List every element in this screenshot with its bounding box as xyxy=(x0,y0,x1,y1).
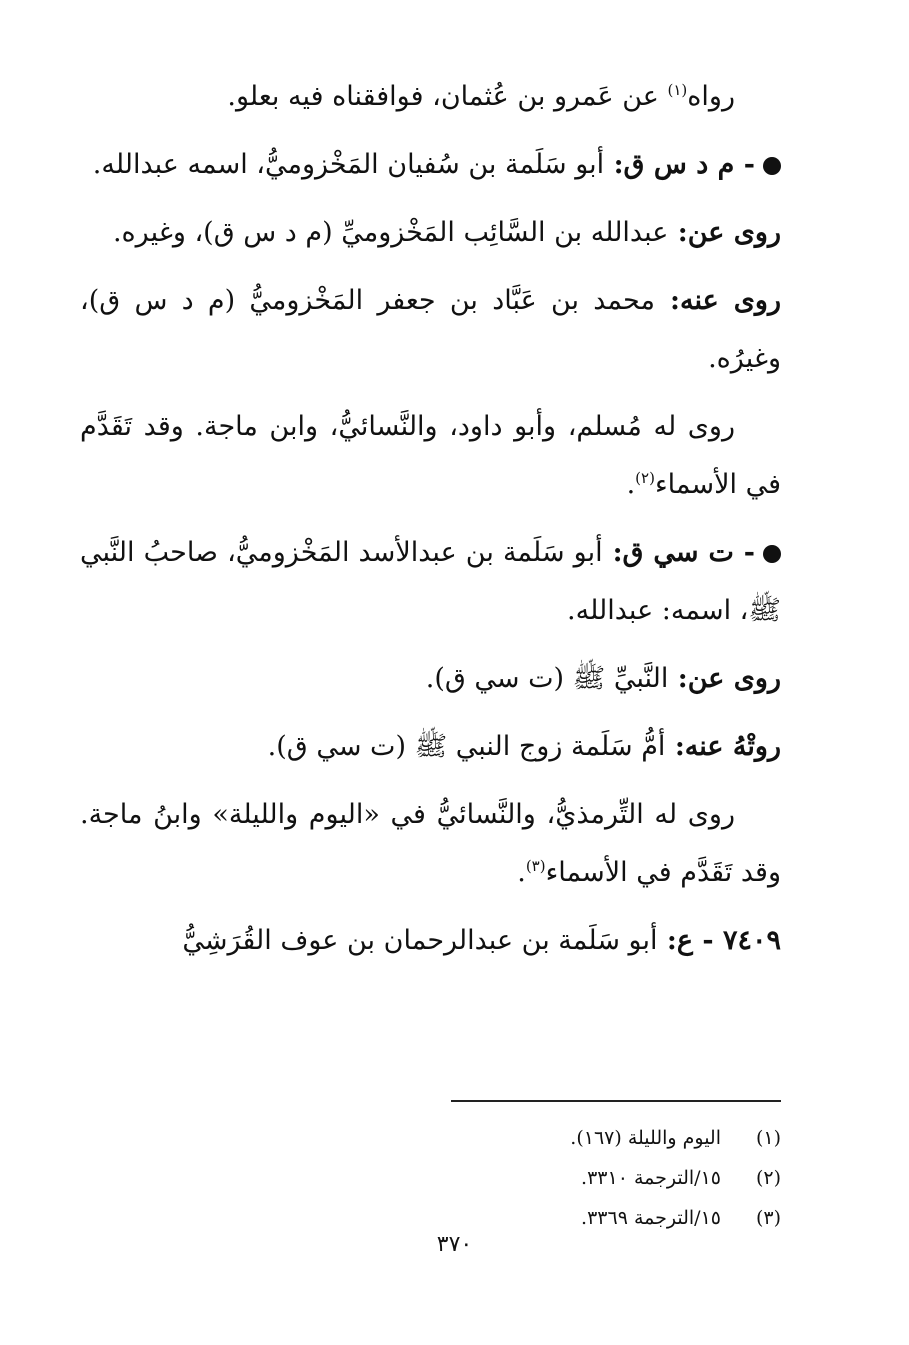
para-lead: روتْهُ عنه: xyxy=(665,731,781,762)
footnotes xyxy=(381,1118,781,1238)
footnote-number: (٢) xyxy=(755,1167,781,1189)
footnote-ref-3[interactable]: (٣) xyxy=(525,857,546,875)
para-text: أبو سَلَمة بن عبدالرحمان بن عوف القُرَشِيُّ xyxy=(182,925,658,956)
para-text: . xyxy=(517,857,526,888)
para-text: أبو سَلَمة بن عبدالأسد المَخْزوميُّ، صاحبُ النَّبي ﷺ، اسمه: عبدالله. xyxy=(80,537,781,626)
para-text: عبدالله بن السَّائِب المَخْزوميِّ (م د س ق)، وغيره. xyxy=(112,217,669,248)
para-text: محمد بن عَبَّاد بن جعفر المَخْزوميُّ (م د س ق)، وغيرُه. xyxy=(80,285,781,374)
bullet-icon xyxy=(763,157,781,175)
para-text: أمُّ سَلَمة زوج النبي ﷺ (ت سي ق). xyxy=(267,731,666,762)
entry-symbols: - م د س ق: xyxy=(604,149,755,180)
entry-abu-salama-ibn-abdulasad xyxy=(80,524,781,640)
para-lead: روى عن: xyxy=(668,663,781,694)
footnote-1 xyxy=(381,1118,781,1158)
paragraph-narrated-by-authors xyxy=(80,398,781,514)
para-text: النَّبيِّ ﷺ (ت سي ق). xyxy=(425,663,669,694)
footnote-ref-1[interactable]: (١) xyxy=(667,81,688,99)
entry-7409 xyxy=(80,912,781,970)
footnote-number: (١) xyxy=(755,1127,781,1149)
entry-abu-salama-ibn-sufyan xyxy=(80,136,781,194)
paragraph-1 xyxy=(80,68,781,126)
footnote-text: اليوم والليلة (١٦٧). xyxy=(570,1127,721,1149)
paragraph-narrated-by xyxy=(80,718,781,776)
entry-number: ٧٤٠٩ - ع: xyxy=(657,925,781,956)
para-text: روى له التِّرمذيُّ، والنَّسائيُّ في «اليوم والليلة» وابنُ ماجة. وقد تَقَدَّم في الأسماء xyxy=(80,799,781,888)
para-text: رواه xyxy=(687,81,735,112)
para-text: عن عَمرو بن عُثمان، فوافقناه فيه بعلو. xyxy=(227,81,668,112)
paragraph-narrated-by xyxy=(80,272,781,388)
entry-symbols: - ت سي ق: xyxy=(602,537,755,568)
footnote-text: ١٥/الترجمة ٣٣٦٩. xyxy=(581,1207,721,1229)
para-text: أبو سَلَمة بن سُفيان المَخْزوميُّ، اسمه عبدالله. xyxy=(92,149,605,180)
footnote-text: ١٥/الترجمة ٣٣١٠. xyxy=(581,1167,721,1189)
paragraph-narrated-from xyxy=(80,204,781,262)
para-text: روى له مُسلم، وأبو داود، والنَّسائيُّ، وابن ماجة. وقد تَقَدَّم في الأسماء xyxy=(80,411,781,500)
footnote-divider xyxy=(451,1100,781,1102)
page-number: ٣٧٠ xyxy=(436,1232,473,1257)
main-text xyxy=(80,68,781,980)
footnote-ref-2[interactable]: (٢) xyxy=(635,469,655,487)
paragraph-narrated-by-authors xyxy=(80,786,781,902)
bullet-icon xyxy=(763,545,781,563)
footnote-number: (٣) xyxy=(755,1207,781,1229)
footnote-2 xyxy=(381,1158,781,1198)
para-lead: روى عنه: xyxy=(654,285,781,316)
para-lead: روى عن: xyxy=(668,217,781,248)
paragraph-narrated-from xyxy=(80,650,781,708)
para-text: . xyxy=(626,469,636,500)
